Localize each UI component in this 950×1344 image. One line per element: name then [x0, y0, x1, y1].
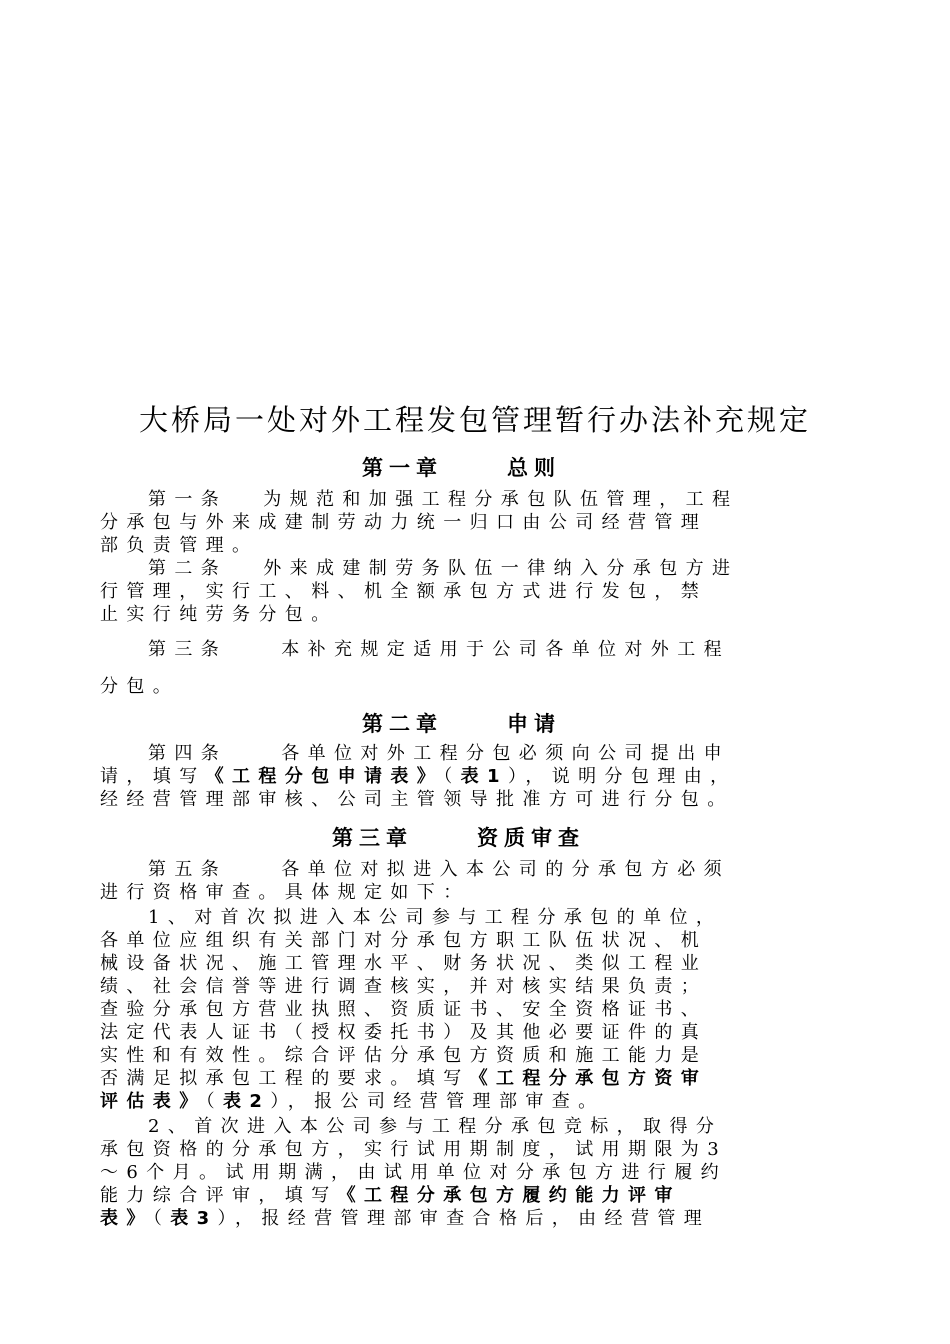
chapter-name: 申请 [507, 712, 561, 736]
item-2-line-1: 2、首次进入本公司参与工程分承包竞标，取得分 [148, 1116, 723, 1137]
chapter-1-heading [362, 452, 561, 482]
article-1-line-3: 部负责管理。 [100, 535, 259, 556]
item-1-line-2: 各单位应组织有关部门对分承包方职工队伍状况、机 [100, 930, 708, 951]
chapter-label: 第二章 [362, 712, 443, 736]
article-4-line-1: 第四条 各单位对外工程分包必须向公司提出申 [148, 743, 731, 764]
item-1-line-4: 绩、社会信誉等进行调查核实，并对核实结果负责； [100, 976, 708, 997]
item-1-line-3: 械设备状况、施工管理水平、财务状况、类似工程业 [100, 953, 708, 974]
article-1-line-1: 第一条 为规范和加强工程分承包队伍管理，工程 [148, 489, 739, 510]
article-3-line-2: 分包。 [100, 676, 180, 697]
item-1-line-5: 查验分承包方营业执照、资质证书、安全资格证书、 [100, 999, 708, 1020]
chapter-label: 第三章 [332, 826, 413, 850]
article-2-line-2: 行管理，实行工、料、机全额承包方式进行发包，禁 [100, 581, 708, 602]
item-2-line-2: 承包资格的分承包方，实行试用期制度，试用期限为3 [100, 1139, 728, 1160]
chapter-3-heading [332, 822, 585, 852]
chapter-2-heading [362, 708, 561, 738]
article-4-line-3: 经经营管理部审核、公司主管领导批准方可进行分包。 [100, 789, 734, 810]
chapter-name: 资质审查 [477, 826, 585, 850]
article-5-line-2: 进行资格审查。具体规定如下： [100, 882, 470, 903]
article-3-line-1: 第三条 本补充规定适用于公司各单位对外工程 [148, 639, 731, 660]
chapter-label: 第一章 [362, 456, 443, 480]
item-2-line-5: 表》（表3），报经营管理部审查合格后，由经营管理 [100, 1208, 711, 1229]
article-2-line-1: 第二条 外来成建制劳务队伍一律纳入分承包方进 [148, 558, 739, 579]
article-4-line-2: 请，填写《工程分包申请表》（表1），说明分包理由， [100, 766, 737, 787]
document-title: 大桥局一处对外工程发包管理暂行办法补充规定 [138, 403, 811, 437]
item-1-line-8: 否满足拟承包工程的要求。填写《工程分承包方资审 [100, 1068, 708, 1089]
article-1-line-2: 分承包与外来成建制劳动力统一归口由公司经营管理 [100, 512, 708, 533]
item-2-line-4: 能力综合评审，填写《工程分承包方履约能力评审 [100, 1185, 681, 1206]
item-2-line-3: ～6个月。试用期满，由试用单位对分承包方进行履约 [100, 1162, 728, 1183]
item-1-line-9: 评估表》（表2），报公司经营管理部审查。 [100, 1091, 605, 1112]
item-1-line-6: 法定代表人证书（授权委托书）及其他必要证件的真 [100, 1022, 708, 1043]
item-1-line-1: 1、对首次拟进入本公司参与工程分承包的单位， [148, 907, 723, 928]
article-5-line-1: 第五条 各单位对拟进入本公司的分承包方必须 [148, 859, 731, 880]
chapter-name: 总则 [507, 456, 561, 480]
item-1-line-7: 实性和有效性。综合评估分承包方资质和施工能力是 [100, 1045, 708, 1066]
article-2-line-3: 止实行纯劳务分包。 [100, 604, 338, 625]
